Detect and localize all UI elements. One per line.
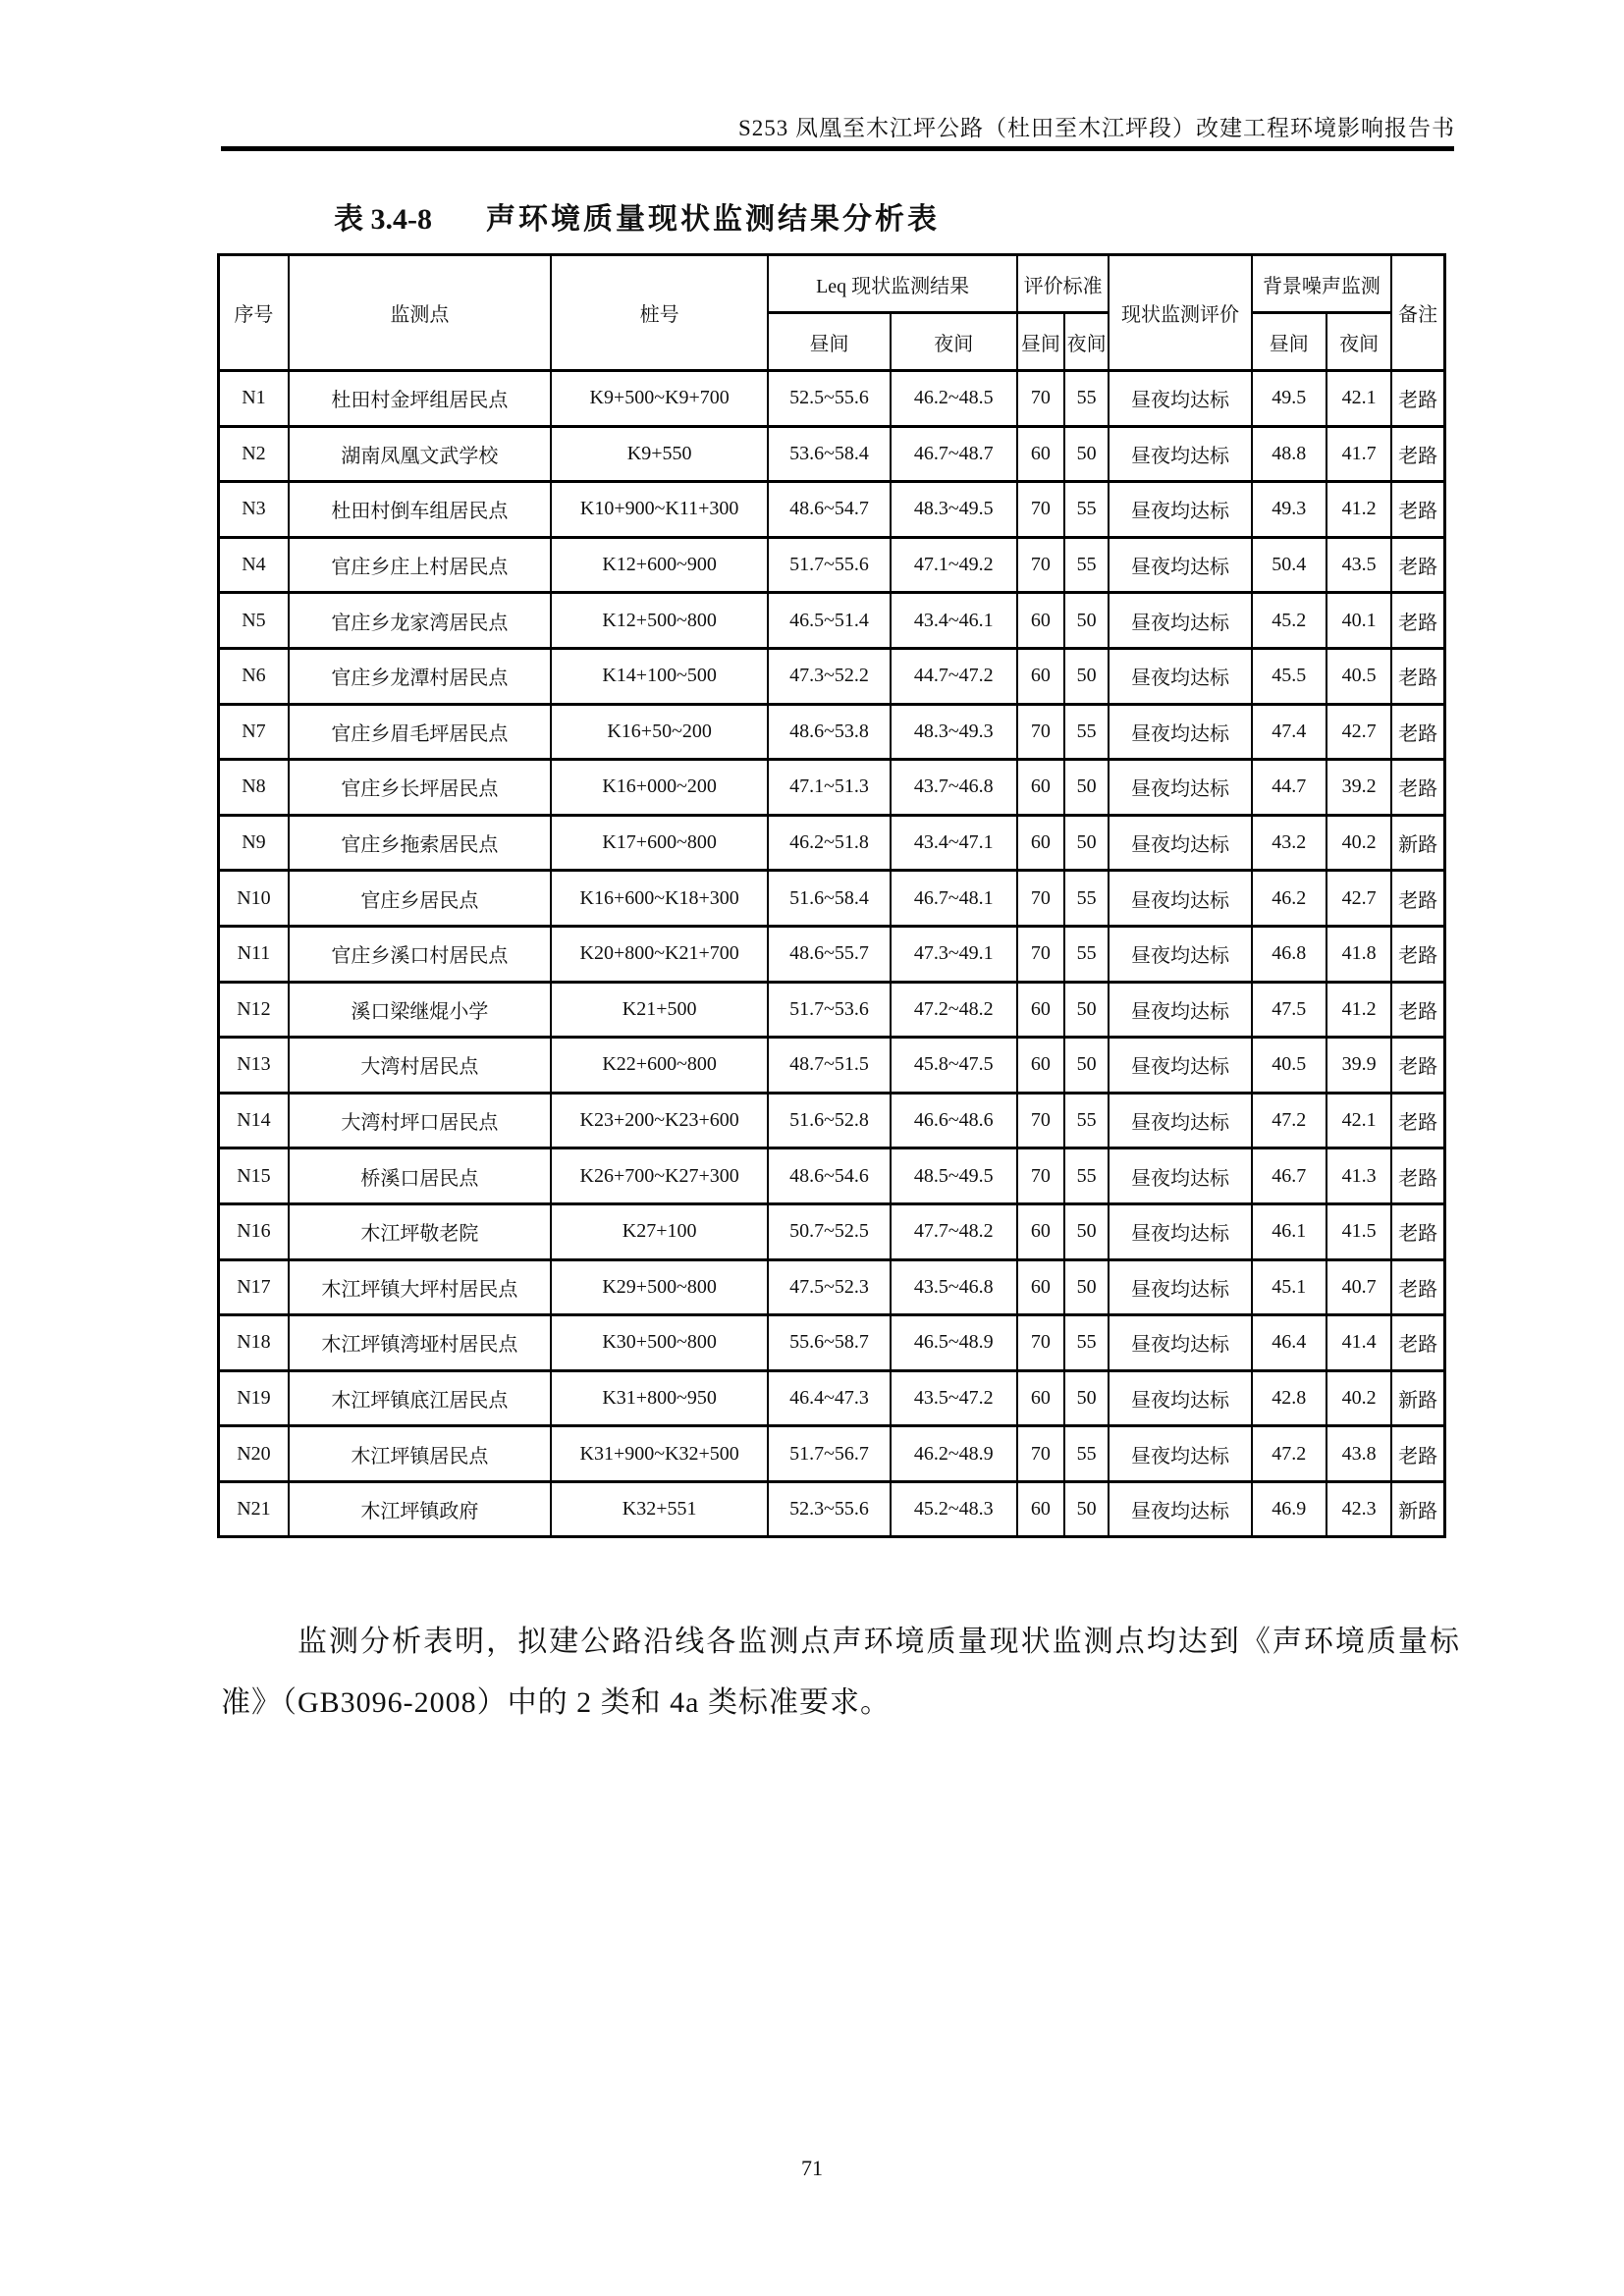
cell-stake: K10+900~K11+300 bbox=[551, 482, 769, 538]
header-cell-evaluation: 现状监测评价 bbox=[1109, 255, 1251, 371]
table-row bbox=[219, 1481, 1445, 1537]
cell-evaluation: 昼夜均达标 bbox=[1109, 704, 1251, 760]
cell-standard-night: 55 bbox=[1064, 371, 1110, 427]
cell-stake: K12+600~900 bbox=[551, 537, 769, 593]
cell-standard-night: 55 bbox=[1064, 1315, 1110, 1371]
cell-leq-night: 43.7~46.8 bbox=[891, 760, 1017, 816]
cell-background-day: 45.2 bbox=[1252, 593, 1326, 649]
cell-background-night: 40.2 bbox=[1326, 815, 1391, 871]
cell-stake: K16+50~200 bbox=[551, 704, 769, 760]
cell-evaluation: 昼夜均达标 bbox=[1109, 648, 1251, 704]
cell-background-day: 46.1 bbox=[1252, 1203, 1326, 1259]
cell-standard-day: 70 bbox=[1017, 926, 1064, 982]
table-row bbox=[219, 1038, 1445, 1094]
cell-background-day: 47.5 bbox=[1252, 982, 1326, 1038]
cell-index: N10 bbox=[219, 871, 289, 927]
cell-evaluation: 昼夜均达标 bbox=[1109, 1203, 1251, 1259]
cell-remark: 老路 bbox=[1391, 704, 1444, 760]
cell-background-night: 42.7 bbox=[1326, 704, 1391, 760]
cell-stake: K9+500~K9+700 bbox=[551, 371, 769, 427]
cell-background-day: 43.2 bbox=[1252, 815, 1326, 871]
cell-point: 杜田村金坪组居民点 bbox=[289, 371, 551, 427]
cell-standard-night: 50 bbox=[1064, 593, 1110, 649]
cell-standard-day: 70 bbox=[1017, 1093, 1064, 1148]
table-row bbox=[219, 482, 1445, 538]
cell-background-day: 44.7 bbox=[1252, 760, 1326, 816]
noise-monitoring-table bbox=[217, 253, 1446, 1538]
cell-background-night: 41.5 bbox=[1326, 1203, 1391, 1259]
cell-point: 大湾村坪口居民点 bbox=[289, 1093, 551, 1148]
cell-evaluation: 昼夜均达标 bbox=[1109, 371, 1251, 427]
cell-background-night: 40.1 bbox=[1326, 593, 1391, 649]
cell-evaluation: 昼夜均达标 bbox=[1109, 1093, 1251, 1148]
cell-remark: 老路 bbox=[1391, 1315, 1444, 1371]
cell-background-night: 42.7 bbox=[1326, 871, 1391, 927]
cell-index: N19 bbox=[219, 1370, 289, 1426]
cell-stake: K32+551 bbox=[551, 1481, 769, 1537]
cell-leq-night: 48.3~49.5 bbox=[891, 482, 1017, 538]
table-row bbox=[219, 982, 1445, 1038]
cell-remark: 新路 bbox=[1391, 815, 1444, 871]
cell-background-day: 46.2 bbox=[1252, 871, 1326, 927]
cell-index: N21 bbox=[219, 1481, 289, 1537]
cell-leq-night: 47.3~49.1 bbox=[891, 926, 1017, 982]
cell-point: 官庄乡眉毛坪居民点 bbox=[289, 704, 551, 760]
cell-point: 官庄乡长坪居民点 bbox=[289, 760, 551, 816]
header-cell-background-day: 昼间 bbox=[1252, 313, 1326, 371]
cell-evaluation: 昼夜均达标 bbox=[1109, 1315, 1251, 1371]
cell-standard-night: 50 bbox=[1064, 648, 1110, 704]
cell-leq-day: 52.3~55.6 bbox=[768, 1481, 890, 1537]
cell-evaluation: 昼夜均达标 bbox=[1109, 482, 1251, 538]
cell-evaluation: 昼夜均达标 bbox=[1109, 1426, 1251, 1482]
cell-stake: K27+100 bbox=[551, 1203, 769, 1259]
cell-leq-night: 43.5~46.8 bbox=[891, 1259, 1017, 1315]
cell-evaluation: 昼夜均达标 bbox=[1109, 926, 1251, 982]
cell-standard-day: 60 bbox=[1017, 1038, 1064, 1094]
caption-label: 表 3.4-8 bbox=[334, 203, 432, 236]
cell-evaluation: 昼夜均达标 bbox=[1109, 871, 1251, 927]
table-header bbox=[219, 255, 1445, 371]
cell-leq-day: 51.6~58.4 bbox=[768, 871, 890, 927]
cell-index: N2 bbox=[219, 426, 289, 482]
cell-remark: 老路 bbox=[1391, 1259, 1444, 1315]
table-row bbox=[219, 426, 1445, 482]
cell-index: N6 bbox=[219, 648, 289, 704]
cell-standard-night: 50 bbox=[1064, 1370, 1110, 1426]
running-header: S253 凤凰至木江坪公路（杜田至木江坪段）改建工程环境影响报告书 bbox=[737, 116, 1455, 140]
cell-leq-night: 43.4~46.1 bbox=[891, 593, 1017, 649]
cell-standard-night: 55 bbox=[1064, 871, 1110, 927]
cell-background-day: 50.4 bbox=[1252, 537, 1326, 593]
cell-background-day: 49.3 bbox=[1252, 482, 1326, 538]
cell-background-day: 47.2 bbox=[1252, 1426, 1326, 1482]
cell-index: N11 bbox=[219, 926, 289, 982]
cell-remark: 老路 bbox=[1391, 982, 1444, 1038]
caption-title: 声环境质量现状监测结果分析表 bbox=[486, 203, 940, 236]
cell-stake: K30+500~800 bbox=[551, 1315, 769, 1371]
cell-remark: 老路 bbox=[1391, 648, 1444, 704]
cell-standard-day: 70 bbox=[1017, 1148, 1064, 1204]
header-cell-background-group: 背景噪声监测 bbox=[1252, 255, 1392, 313]
cell-background-night: 41.3 bbox=[1326, 1148, 1391, 1204]
header-cell-point: 监测点 bbox=[289, 255, 551, 371]
cell-background-day: 46.9 bbox=[1252, 1481, 1326, 1537]
cell-stake: K22+600~800 bbox=[551, 1038, 769, 1094]
cell-remark: 老路 bbox=[1391, 926, 1444, 982]
cell-evaluation: 昼夜均达标 bbox=[1109, 982, 1251, 1038]
cell-index: N9 bbox=[219, 815, 289, 871]
cell-leq-day: 48.6~55.7 bbox=[768, 926, 890, 982]
header-cell-standard-night: 夜间 bbox=[1064, 313, 1110, 371]
header-cell-leq-night: 夜间 bbox=[891, 313, 1017, 371]
cell-leq-day: 47.1~51.3 bbox=[768, 760, 890, 816]
cell-standard-day: 70 bbox=[1017, 871, 1064, 927]
cell-standard-night: 55 bbox=[1064, 704, 1110, 760]
cell-evaluation: 昼夜均达标 bbox=[1109, 815, 1251, 871]
header-cell-background-night: 夜间 bbox=[1326, 313, 1391, 371]
cell-leq-day: 52.5~55.6 bbox=[768, 371, 890, 427]
cell-leq-night: 46.5~48.9 bbox=[891, 1315, 1017, 1371]
cell-background-day: 46.8 bbox=[1252, 926, 1326, 982]
cell-standard-night: 55 bbox=[1064, 482, 1110, 538]
header-cell-remark: 备注 bbox=[1391, 255, 1444, 371]
cell-background-day: 46.7 bbox=[1252, 1148, 1326, 1204]
table-row bbox=[219, 593, 1445, 649]
cell-stake: K14+100~500 bbox=[551, 648, 769, 704]
cell-point: 大湾村居民点 bbox=[289, 1038, 551, 1094]
cell-stake: K16+600~K18+300 bbox=[551, 871, 769, 927]
cell-remark: 老路 bbox=[1391, 760, 1444, 816]
cell-background-night: 40.2 bbox=[1326, 1370, 1391, 1426]
cell-point: 木江坪镇底江居民点 bbox=[289, 1370, 551, 1426]
cell-background-night: 41.7 bbox=[1326, 426, 1391, 482]
cell-point: 木江坪镇大坪村居民点 bbox=[289, 1259, 551, 1315]
cell-leq-day: 46.2~51.8 bbox=[768, 815, 890, 871]
cell-standard-day: 60 bbox=[1017, 760, 1064, 816]
table-row bbox=[219, 648, 1445, 704]
cell-leq-night: 43.4~47.1 bbox=[891, 815, 1017, 871]
cell-background-night: 41.2 bbox=[1326, 482, 1391, 538]
cell-point: 官庄乡龙家湾居民点 bbox=[289, 593, 551, 649]
cell-leq-day: 48.7~51.5 bbox=[768, 1038, 890, 1094]
cell-leq-day: 47.5~52.3 bbox=[768, 1259, 890, 1315]
cell-leq-day: 51.6~52.8 bbox=[768, 1093, 890, 1148]
cell-point: 官庄乡居民点 bbox=[289, 871, 551, 927]
cell-background-day: 48.8 bbox=[1252, 426, 1326, 482]
cell-standard-night: 50 bbox=[1064, 426, 1110, 482]
cell-point: 木江坪敬老院 bbox=[289, 1203, 551, 1259]
cell-background-night: 40.7 bbox=[1326, 1259, 1391, 1315]
cell-leq-day: 51.7~53.6 bbox=[768, 982, 890, 1038]
cell-point: 溪口梁继焜小学 bbox=[289, 982, 551, 1038]
cell-evaluation: 昼夜均达标 bbox=[1109, 1259, 1251, 1315]
cell-remark: 新路 bbox=[1391, 1370, 1444, 1426]
cell-index: N16 bbox=[219, 1203, 289, 1259]
table-row bbox=[219, 1315, 1445, 1371]
page-number: 71 bbox=[801, 2156, 823, 2180]
cell-index: N4 bbox=[219, 537, 289, 593]
cell-leq-day: 48.6~53.8 bbox=[768, 704, 890, 760]
cell-standard-night: 55 bbox=[1064, 1148, 1110, 1204]
table-body bbox=[219, 371, 1445, 1537]
table-row bbox=[219, 871, 1445, 927]
cell-standard-night: 50 bbox=[1064, 1259, 1110, 1315]
cell-leq-day: 46.4~47.3 bbox=[768, 1370, 890, 1426]
cell-background-night: 41.8 bbox=[1326, 926, 1391, 982]
table-row bbox=[219, 1259, 1445, 1315]
cell-index: N17 bbox=[219, 1259, 289, 1315]
cell-standard-day: 70 bbox=[1017, 1315, 1064, 1371]
cell-leq-night: 46.7~48.7 bbox=[891, 426, 1017, 482]
cell-standard-day: 60 bbox=[1017, 426, 1064, 482]
cell-index: N8 bbox=[219, 760, 289, 816]
table-row bbox=[219, 1370, 1445, 1426]
cell-index: N3 bbox=[219, 482, 289, 538]
cell-stake: K23+200~K23+600 bbox=[551, 1093, 769, 1148]
cell-remark: 老路 bbox=[1391, 482, 1444, 538]
cell-leq-day: 46.5~51.4 bbox=[768, 593, 890, 649]
table-caption bbox=[334, 194, 940, 238]
cell-standard-day: 60 bbox=[1017, 815, 1064, 871]
cell-index: N14 bbox=[219, 1093, 289, 1148]
cell-index: N7 bbox=[219, 704, 289, 760]
cell-stake: K31+900~K32+500 bbox=[551, 1426, 769, 1482]
cell-index: N15 bbox=[219, 1148, 289, 1204]
cell-remark: 老路 bbox=[1391, 1426, 1444, 1482]
cell-standard-night: 55 bbox=[1064, 1426, 1110, 1482]
table-row bbox=[219, 1203, 1445, 1259]
cell-background-night: 41.2 bbox=[1326, 982, 1391, 1038]
cell-background-day: 40.5 bbox=[1252, 1038, 1326, 1094]
cell-remark: 老路 bbox=[1391, 871, 1444, 927]
cell-leq-day: 55.6~58.7 bbox=[768, 1315, 890, 1371]
cell-point: 官庄乡庄上村居民点 bbox=[289, 537, 551, 593]
cell-leq-night: 45.8~47.5 bbox=[891, 1038, 1017, 1094]
table-row bbox=[219, 704, 1445, 760]
cell-standard-night: 50 bbox=[1064, 815, 1110, 871]
cell-index: N1 bbox=[219, 371, 289, 427]
table-row bbox=[219, 926, 1445, 982]
cell-remark: 老路 bbox=[1391, 1203, 1444, 1259]
cell-standard-night: 50 bbox=[1064, 1203, 1110, 1259]
cell-background-night: 43.8 bbox=[1326, 1426, 1391, 1482]
analysis-paragraph: 监测分析表明，拟建公路沿线各监测点声环境质量现状监测点均达到《声环境质量标准》（GB3096-2008）中的 2 类和 4a 类标准要求。 bbox=[221, 1626, 1460, 1719]
cell-stake: K12+500~800 bbox=[551, 593, 769, 649]
header-cell-index: 序号 bbox=[219, 255, 289, 371]
cell-standard-day: 60 bbox=[1017, 1259, 1064, 1315]
cell-background-night: 39.2 bbox=[1326, 760, 1391, 816]
cell-evaluation: 昼夜均达标 bbox=[1109, 1038, 1251, 1094]
cell-stake: K16+000~200 bbox=[551, 760, 769, 816]
cell-evaluation: 昼夜均达标 bbox=[1109, 1148, 1251, 1204]
cell-leq-day: 50.7~52.5 bbox=[768, 1203, 890, 1259]
cell-standard-day: 60 bbox=[1017, 1481, 1064, 1537]
cell-index: N20 bbox=[219, 1426, 289, 1482]
cell-stake: K20+800~K21+700 bbox=[551, 926, 769, 982]
cell-leq-night: 46.7~48.1 bbox=[891, 871, 1017, 927]
cell-stake: K21+500 bbox=[551, 982, 769, 1038]
cell-background-day: 45.1 bbox=[1252, 1259, 1326, 1315]
cell-leq-night: 46.2~48.9 bbox=[891, 1426, 1017, 1482]
cell-standard-day: 70 bbox=[1017, 537, 1064, 593]
cell-background-night: 43.5 bbox=[1326, 537, 1391, 593]
cell-background-day: 46.4 bbox=[1252, 1315, 1326, 1371]
cell-leq-night: 47.7~48.2 bbox=[891, 1203, 1017, 1259]
header-cell-standard-group: 评价标准 bbox=[1017, 255, 1110, 313]
table-row bbox=[219, 1093, 1445, 1148]
cell-evaluation: 昼夜均达标 bbox=[1109, 426, 1251, 482]
cell-remark: 新路 bbox=[1391, 1481, 1444, 1537]
cell-leq-night: 48.5~49.5 bbox=[891, 1148, 1017, 1204]
cell-standard-night: 50 bbox=[1064, 1481, 1110, 1537]
cell-background-night: 42.1 bbox=[1326, 371, 1391, 427]
cell-point: 木江坪镇居民点 bbox=[289, 1426, 551, 1482]
header-cell-stake: 桩号 bbox=[551, 255, 769, 371]
cell-background-day: 47.4 bbox=[1252, 704, 1326, 760]
cell-remark: 老路 bbox=[1391, 1093, 1444, 1148]
cell-standard-night: 55 bbox=[1064, 926, 1110, 982]
cell-background-day: 42.8 bbox=[1252, 1370, 1326, 1426]
cell-leq-day: 47.3~52.2 bbox=[768, 648, 890, 704]
cell-stake: K17+600~800 bbox=[551, 815, 769, 871]
cell-standard-day: 60 bbox=[1017, 648, 1064, 704]
cell-standard-night: 50 bbox=[1064, 760, 1110, 816]
cell-point: 官庄乡拖索居民点 bbox=[289, 815, 551, 871]
cell-point: 官庄乡龙潭村居民点 bbox=[289, 648, 551, 704]
cell-leq-night: 47.1~49.2 bbox=[891, 537, 1017, 593]
cell-evaluation: 昼夜均达标 bbox=[1109, 760, 1251, 816]
cell-standard-night: 50 bbox=[1064, 982, 1110, 1038]
table-row bbox=[219, 1426, 1445, 1482]
cell-point: 木江坪镇政府 bbox=[289, 1481, 551, 1537]
cell-evaluation: 昼夜均达标 bbox=[1109, 593, 1251, 649]
cell-leq-day: 48.6~54.7 bbox=[768, 482, 890, 538]
cell-standard-day: 60 bbox=[1017, 1203, 1064, 1259]
cell-leq-night: 46.6~48.6 bbox=[891, 1093, 1017, 1148]
cell-leq-night: 46.2~48.5 bbox=[891, 371, 1017, 427]
cell-index: N13 bbox=[219, 1038, 289, 1094]
cell-standard-day: 60 bbox=[1017, 1370, 1064, 1426]
cell-remark: 老路 bbox=[1391, 1148, 1444, 1204]
cell-background-night: 42.1 bbox=[1326, 1093, 1391, 1148]
cell-leq-day: 51.7~56.7 bbox=[768, 1426, 890, 1482]
cell-leq-day: 53.6~58.4 bbox=[768, 426, 890, 482]
cell-remark: 老路 bbox=[1391, 1038, 1444, 1094]
cell-evaluation: 昼夜均达标 bbox=[1109, 1481, 1251, 1537]
cell-leq-night: 43.5~47.2 bbox=[891, 1370, 1017, 1426]
cell-standard-day: 70 bbox=[1017, 704, 1064, 760]
cell-standard-day: 70 bbox=[1017, 482, 1064, 538]
table-row bbox=[219, 371, 1445, 427]
cell-remark: 老路 bbox=[1391, 371, 1444, 427]
table-row bbox=[219, 815, 1445, 871]
cell-point: 湖南凤凰文武学校 bbox=[289, 426, 551, 482]
cell-index: N12 bbox=[219, 982, 289, 1038]
cell-stake: K31+800~950 bbox=[551, 1370, 769, 1426]
cell-standard-day: 70 bbox=[1017, 1426, 1064, 1482]
table-row bbox=[219, 760, 1445, 816]
cell-background-night: 41.4 bbox=[1326, 1315, 1391, 1371]
cell-leq-night: 47.2~48.2 bbox=[891, 982, 1017, 1038]
cell-standard-night: 50 bbox=[1064, 1038, 1110, 1094]
cell-background-day: 47.2 bbox=[1252, 1093, 1326, 1148]
cell-stake: K26+700~K27+300 bbox=[551, 1148, 769, 1204]
cell-leq-night: 48.3~49.3 bbox=[891, 704, 1017, 760]
cell-background-day: 49.5 bbox=[1252, 371, 1326, 427]
cell-standard-night: 55 bbox=[1064, 537, 1110, 593]
cell-standard-day: 70 bbox=[1017, 371, 1064, 427]
cell-point: 桥溪口居民点 bbox=[289, 1148, 551, 1204]
cell-remark: 老路 bbox=[1391, 426, 1444, 482]
cell-background-day: 45.5 bbox=[1252, 648, 1326, 704]
header-cell-leq-day: 昼间 bbox=[768, 313, 890, 371]
cell-background-night: 42.3 bbox=[1326, 1481, 1391, 1537]
header-cell-leq-group: Leq 现状监测结果 bbox=[768, 255, 1016, 313]
table-row bbox=[219, 537, 1445, 593]
cell-evaluation: 昼夜均达标 bbox=[1109, 537, 1251, 593]
table-row bbox=[219, 1148, 1445, 1204]
cell-stake: K29+500~800 bbox=[551, 1259, 769, 1315]
cell-standard-day: 60 bbox=[1017, 593, 1064, 649]
cell-remark: 老路 bbox=[1391, 537, 1444, 593]
cell-point: 杜田村倒车组居民点 bbox=[289, 482, 551, 538]
cell-index: N18 bbox=[219, 1315, 289, 1371]
cell-evaluation: 昼夜均达标 bbox=[1109, 1370, 1251, 1426]
cell-remark: 老路 bbox=[1391, 593, 1444, 649]
cell-index: N5 bbox=[219, 593, 289, 649]
cell-background-night: 40.5 bbox=[1326, 648, 1391, 704]
cell-stake: K9+550 bbox=[551, 426, 769, 482]
header-cell-standard-day: 昼间 bbox=[1017, 313, 1064, 371]
cell-standard-night: 55 bbox=[1064, 1093, 1110, 1148]
table-wrap bbox=[217, 253, 1446, 1538]
header-rule bbox=[221, 146, 1454, 151]
cell-standard-day: 60 bbox=[1017, 982, 1064, 1038]
cell-leq-day: 51.7~55.6 bbox=[768, 537, 890, 593]
cell-leq-night: 44.7~47.2 bbox=[891, 648, 1017, 704]
cell-leq-day: 48.6~54.6 bbox=[768, 1148, 890, 1204]
cell-point: 官庄乡溪口村居民点 bbox=[289, 926, 551, 982]
cell-point: 木江坪镇湾垭村居民点 bbox=[289, 1315, 551, 1371]
cell-leq-night: 45.2~48.3 bbox=[891, 1481, 1017, 1537]
cell-background-night: 39.9 bbox=[1326, 1038, 1391, 1094]
